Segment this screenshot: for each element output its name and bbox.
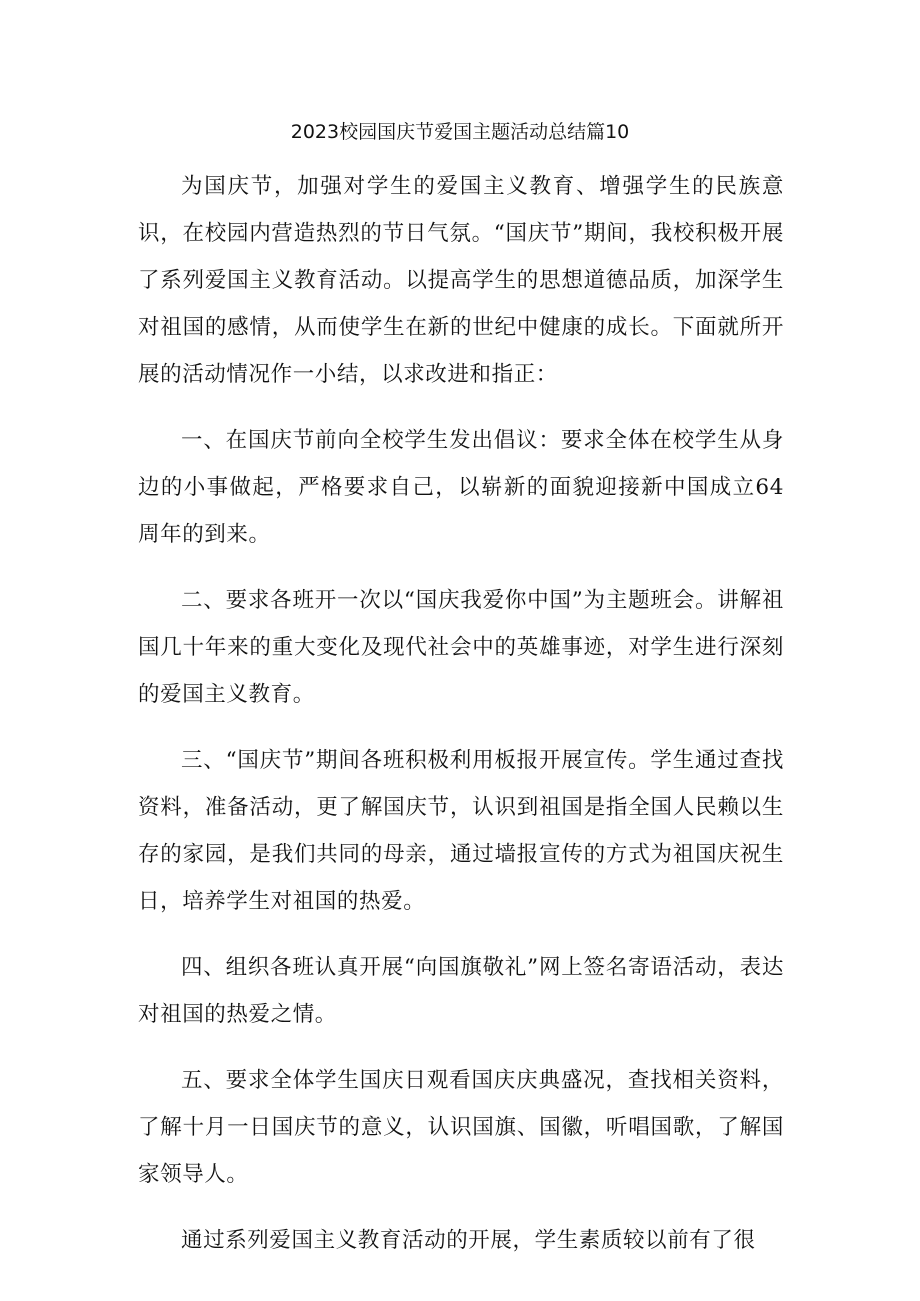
document-title: 2023校园国庆节爱国主题活动总结篇10 xyxy=(290,121,630,143)
document-body xyxy=(138,163,784,1283)
paragraph-conclusion: 通过系列爱国主义教育活动的开展，学生素质较以前有了很 xyxy=(181,1228,756,1253)
paragraph-item-4: 四、组织各班认真开展“向国旗敬礼”网上签名寄语活动，表达对祖国的热爱之情。 xyxy=(138,955,784,1027)
paragraph-item-3: 三、“国庆节”期间各班积极利用板报开展宣传。学生通过查找资料，准备活动，更了解国庆节，认识到祖国是指全国人民赖以生存的家园，是我们共同的母亲，通过墙报宣传的方式为祖国庆祝生日，培养学生对祖国的热爱。 xyxy=(138,748,784,914)
paragraph-item-1: 一、在国庆节前向全校学生发出倡议：要求全体在校学生从身边的小事做起，严格要求自己，以崭新的面貌迎接新中国成立64周年的到来。 xyxy=(138,428,784,547)
paragraph-item-5: 五、要求全体学生国庆日观看国庆庆典盛况，查找相关资料，了解十月一日国庆节的意义，认识国旗、国徽，听唱国歌，了解国家领导人。 xyxy=(138,1068,784,1187)
paragraph-intro: 为国庆节，加强对学生的爱国主义教育、增强学生的民族意识，在校园内营造热烈的节日气氛。“国庆节”期间，我校积极开展了系列爱国主义教育活动。以提高学生的思想道德品质，加深学生对祖国的感情，从而使学生在新的世纪中健康的成长。下面就所开展的活动情况作一小结，以求改进和指正： xyxy=(138,174,784,387)
paragraph-item-2: 二、要求各班开一次以“国庆我爱你中国”为主题班会。讲解祖国几十年来的重大变化及现代社会中的英雄事迹，对学生进行深刻的爱国主义教育。 xyxy=(138,588,784,707)
